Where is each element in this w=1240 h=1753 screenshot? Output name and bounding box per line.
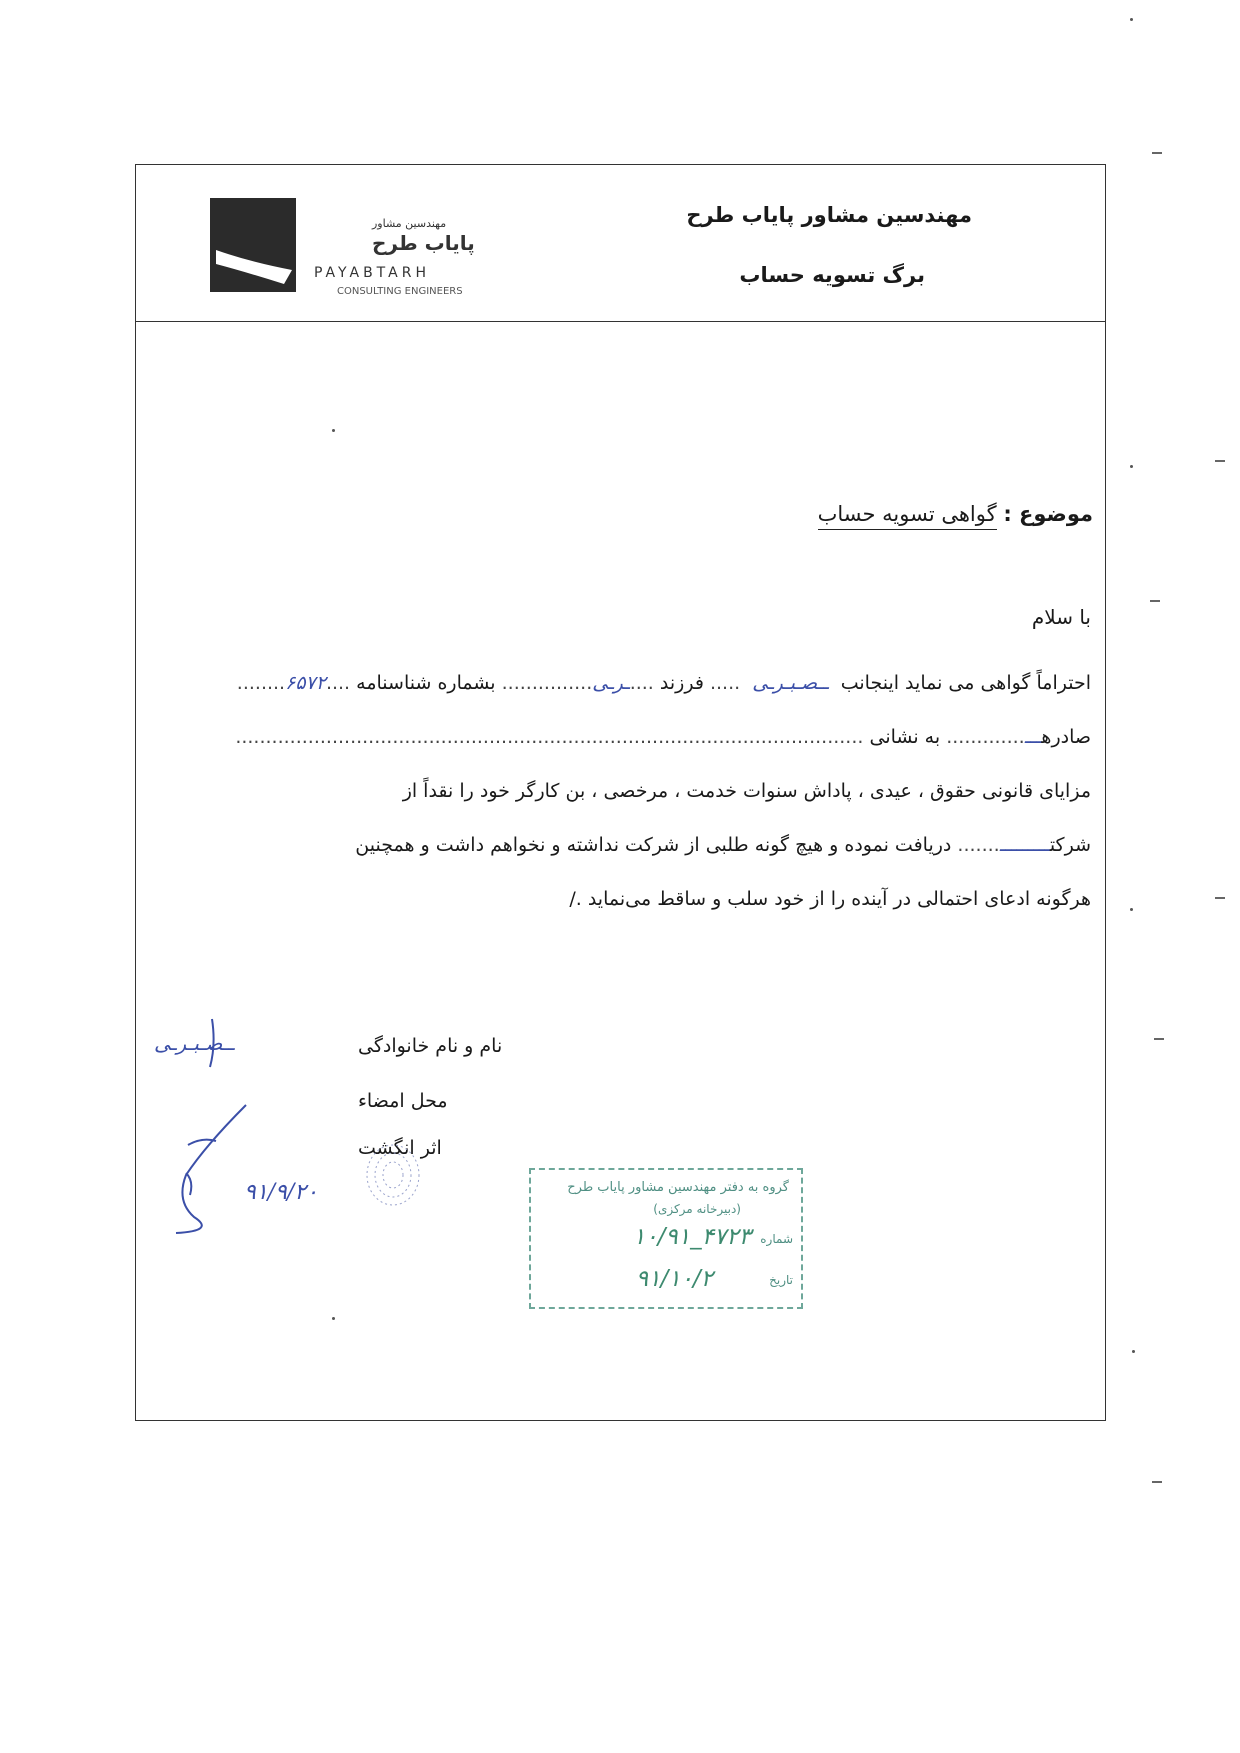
logo-text-en: PAYABTARH — [314, 265, 430, 281]
fingerprint-label: اثر انگشت — [358, 1137, 442, 1159]
subject-value: گواهی تسویه حساب — [818, 502, 997, 530]
body-line-2 — [235, 726, 1091, 748]
handwritten-signature-icon — [146, 1005, 366, 1245]
body-text: شرکت — [1049, 834, 1091, 856]
scan-speck — [1132, 1350, 1135, 1353]
dotted-line: ............. — [946, 726, 1025, 748]
name-label: نام و نام خانوادگی — [358, 1035, 503, 1057]
scan-mark — [1215, 897, 1225, 899]
handwritten-date: ۹۱/۹/۲۰ — [244, 1180, 318, 1205]
scan-mark — [1152, 1481, 1162, 1483]
stamp-number-label: شماره — [760, 1232, 793, 1246]
form-title: برگ تسویه حساب — [739, 263, 925, 287]
logo-text-en-sub: CONSULTING ENGINEERS — [337, 286, 463, 297]
dotted-line: ....... — [957, 834, 1000, 856]
handwritten-id-number: ۶۵۷۲ — [285, 672, 326, 694]
dotted-line: ............... — [501, 672, 593, 694]
body-line-1 — [237, 672, 1091, 694]
scan-speck — [1130, 908, 1133, 911]
handwritten-company: ـــــــــ — [999, 834, 1050, 856]
scan-mark — [1154, 1038, 1164, 1040]
body-text: به نشانی — [869, 726, 941, 748]
scan-speck — [1130, 18, 1133, 21]
dotted-line: ........................................................................................................ — [235, 726, 864, 748]
dotted-line: .... — [629, 672, 654, 694]
body-line-3: مزایای قانونی حقوق ، عیدی ، پاداش سنوات خدمت ، مرخصی ، بن کارگر خود را نقداً از — [402, 780, 1091, 802]
dotted-line: ........ — [236, 672, 286, 694]
stamp-line-2: (دبیرخانه مرکزی) — [653, 1202, 741, 1216]
body-line-4 — [355, 834, 1091, 856]
scan-mark — [1150, 600, 1160, 602]
dotted-line: ..... — [709, 672, 741, 694]
logo-text-fa: پایاب طرح — [372, 231, 475, 255]
body-text: فرزند — [659, 672, 704, 694]
handwritten-signature-name: ــصـبـرـی — [154, 1031, 235, 1055]
body-text: دریافت نموده و هیچ گونه طلبی از شرکت نداشته و نخواهم داشت و همچنین — [355, 834, 952, 856]
scan-speck — [1130, 465, 1133, 468]
handwritten-city: ـــ — [1024, 726, 1042, 748]
subject-label: موضوع : — [1003, 502, 1093, 526]
company-logo-mark — [210, 198, 296, 292]
scan-mark — [1215, 460, 1225, 462]
signature-label: محل امضاء — [358, 1090, 448, 1112]
dotted-line: .... — [325, 672, 351, 694]
scan-speck — [332, 1317, 335, 1320]
logo-text-small: مهندسین مشاور — [372, 217, 447, 230]
stamp-number: ۱۰/۹۱_۴۷۲۳ — [632, 1224, 751, 1250]
form-frame — [135, 164, 1106, 1421]
body-text: احتراماً گواهی می نماید اینجانب — [840, 672, 1091, 694]
handwritten-name: ــصـبـرـی — [746, 672, 835, 694]
logo-swoosh-icon — [210, 198, 296, 292]
greeting: با سلام — [1031, 605, 1091, 629]
subject-line — [818, 502, 1093, 526]
registration-stamp — [529, 1168, 803, 1309]
body-text: بشماره شناسنامه — [356, 672, 496, 694]
stamp-date-label: تاریخ — [769, 1273, 793, 1287]
body-line-5: هرگونه ادعای احتمالی در آینده را از خود سلب و ساقط می‌نماید ./ — [569, 888, 1091, 910]
scan-mark — [1152, 152, 1162, 154]
handwritten-father: ـرـی — [592, 672, 630, 694]
stamp-date: ۹۱/۱۰/۲ — [635, 1266, 713, 1292]
scan-speck — [332, 429, 335, 432]
company-name: مهندسین مشاور پایاب طرح — [686, 203, 972, 227]
body-text: صادره — [1041, 726, 1091, 748]
stamp-line-1: گروه به دفتر مهندسین مشاور پایاب طرح — [567, 1180, 789, 1195]
fingerprint-icon — [358, 1140, 428, 1210]
form-header — [136, 165, 1105, 322]
